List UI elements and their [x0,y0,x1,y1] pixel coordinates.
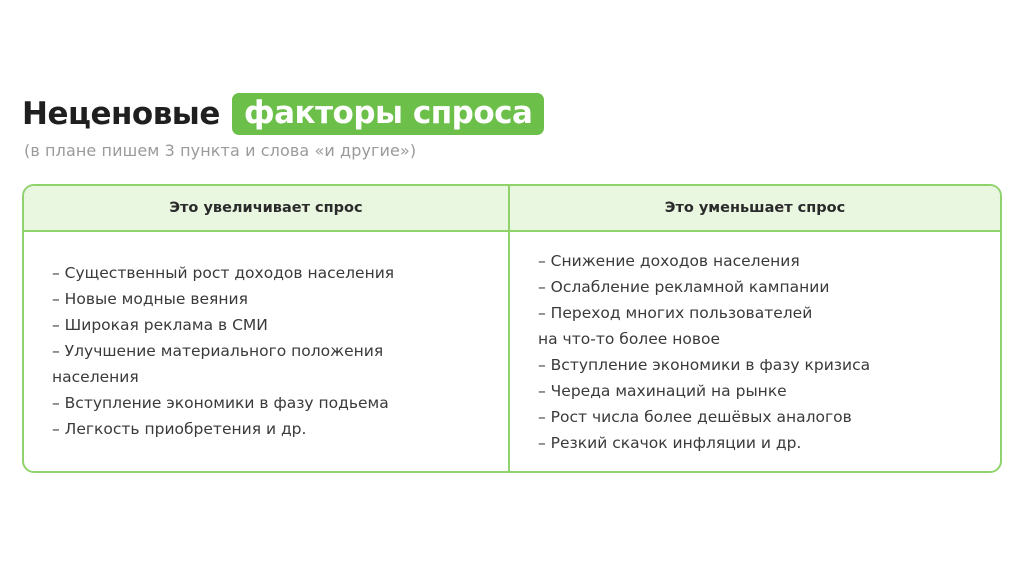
list-item: – Существенный рост доходов населения [52,264,395,282]
factors-table [22,184,1002,473]
list-item: – Вступление экономики в фазу подьема [52,394,389,412]
title-main: Неценовые [22,96,220,132]
list-item: – Череда махинаций на рынке [538,382,787,400]
list-item: – Рост числа более дешёвых аналогов [538,408,852,426]
increases-list [52,260,492,442]
table-header [24,186,1000,232]
header-increases: Это увеличивает спрос [169,200,363,216]
list-item: на что-то более новое [538,330,720,348]
title-highlight: факторы спроса [232,93,545,135]
list-item: – Вступление экономики в фазу кризиса [538,356,871,374]
decreases-list [538,248,988,456]
list-item: – Новые модные веяния [52,290,248,308]
list-item: – Легкость приобретения и др. [52,420,307,438]
list-item: – Улучшение материального положения [52,342,384,360]
header-decreases: Это уменьшает спрос [664,200,846,216]
list-item: – Ослабление рекламной кампании [538,278,830,296]
subtitle: (в плане пишем 3 пункта и слова «и другие») [24,141,417,160]
list-item: населения [52,368,139,386]
list-item: – Снижение доходов населения [538,252,800,270]
column-divider [508,186,510,471]
list-item: – Переход многих пользователей [538,304,813,322]
list-item: – Резкий скачок инфляции и др. [538,434,802,452]
list-item: – Широкая реклама в СМИ [52,316,268,334]
title [22,92,544,136]
